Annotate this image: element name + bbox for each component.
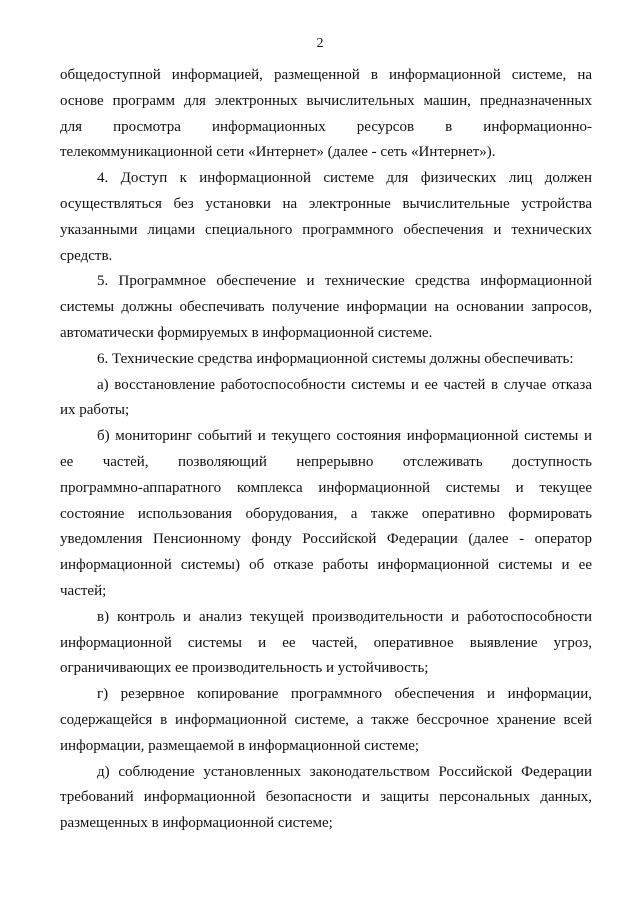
paragraph-subitem-d [60, 760, 592, 837]
text-line: указанными лицами специального программного обеспечения и технических [60, 221, 592, 238]
text-line: б) мониторинг событий и текущего состояния информационной системы и [97, 428, 592, 445]
text-line: состояние использования оборудования, а также оперативно формировать [60, 505, 592, 522]
paragraph-subitem-g [60, 682, 592, 759]
text-line: средств. [60, 247, 113, 264]
paragraph-subitem-a [60, 373, 592, 425]
text-line: телекоммуникационной сети «Интернет» (далее - сеть «Интернет»). [60, 144, 496, 161]
paragraph-item-5 [60, 269, 592, 346]
text-line: информационной системы) об отказе работы информационной системы и ее [60, 557, 592, 574]
text-line: д) соблюдение установленных законодательством Российской Федерации [97, 763, 592, 780]
paragraph-item-6 [60, 347, 592, 373]
text-line: 6. Технические средства информационной системы должны обеспечивать: [97, 350, 574, 367]
text-line: требований информационной безопасности и защиты персональных данных, [60, 789, 592, 806]
text-line: основе программ для электронных вычислительных машин, предназначенных [60, 92, 592, 109]
paragraph-continuation [60, 63, 592, 166]
text-line: для просмотра информационных ресурсов в информационно- [60, 118, 592, 135]
text-line: а) восстановление работоспособности системы и ее частей в случае отказа [97, 376, 592, 393]
text-line: информации, размещаемой в информационной системе; [60, 737, 420, 754]
text-line: г) резервное копирование программного обеспечения и информации, [97, 686, 592, 703]
text-line: 4. Доступ к информационной системе для физических лиц должен [97, 170, 592, 187]
text-line: их работы; [60, 402, 130, 419]
text-line: общедоступной информацией, размещенной в информационной системе, на [60, 67, 592, 83]
text-line: 5. Программное обеспечение и технические средства информационной [97, 273, 592, 290]
text-line: размещенных в информационной системе; [60, 815, 333, 832]
text-line: автоматически формируемых в информационной системе. [60, 324, 433, 341]
text-line: уведомления Пенсионному фонду Российской Федерации (далее - оператор [60, 531, 592, 548]
text-line: системы должны обеспечивать получение информации на основании запросов, [60, 299, 592, 316]
text-line: содержащейся в информационной системе, а также бессрочное хранение всей [60, 711, 592, 728]
page-number: 2 [316, 36, 324, 51]
text-line: программно-аппаратного комплекса информационной системы и текущее [60, 479, 592, 496]
text-line: частей; [60, 582, 107, 599]
text-line: ее частей, позволяющий непрерывно отслеживать доступность [60, 453, 592, 470]
paragraph-item-4 [60, 166, 592, 269]
document-body [60, 63, 592, 837]
text-line: осуществляться без установки на электронные вычислительные устройства [60, 195, 592, 212]
text-line: ограничивающих ее производительность и устойчивость; [60, 660, 429, 677]
text-line: в) контроль и анализ текущей производительности и работоспособности [97, 608, 592, 625]
text-line: информационной системы и ее частей, оперативное выявление угроз, [60, 634, 592, 651]
paragraph-subitem-b [60, 424, 592, 605]
paragraph-subitem-v [60, 605, 592, 682]
